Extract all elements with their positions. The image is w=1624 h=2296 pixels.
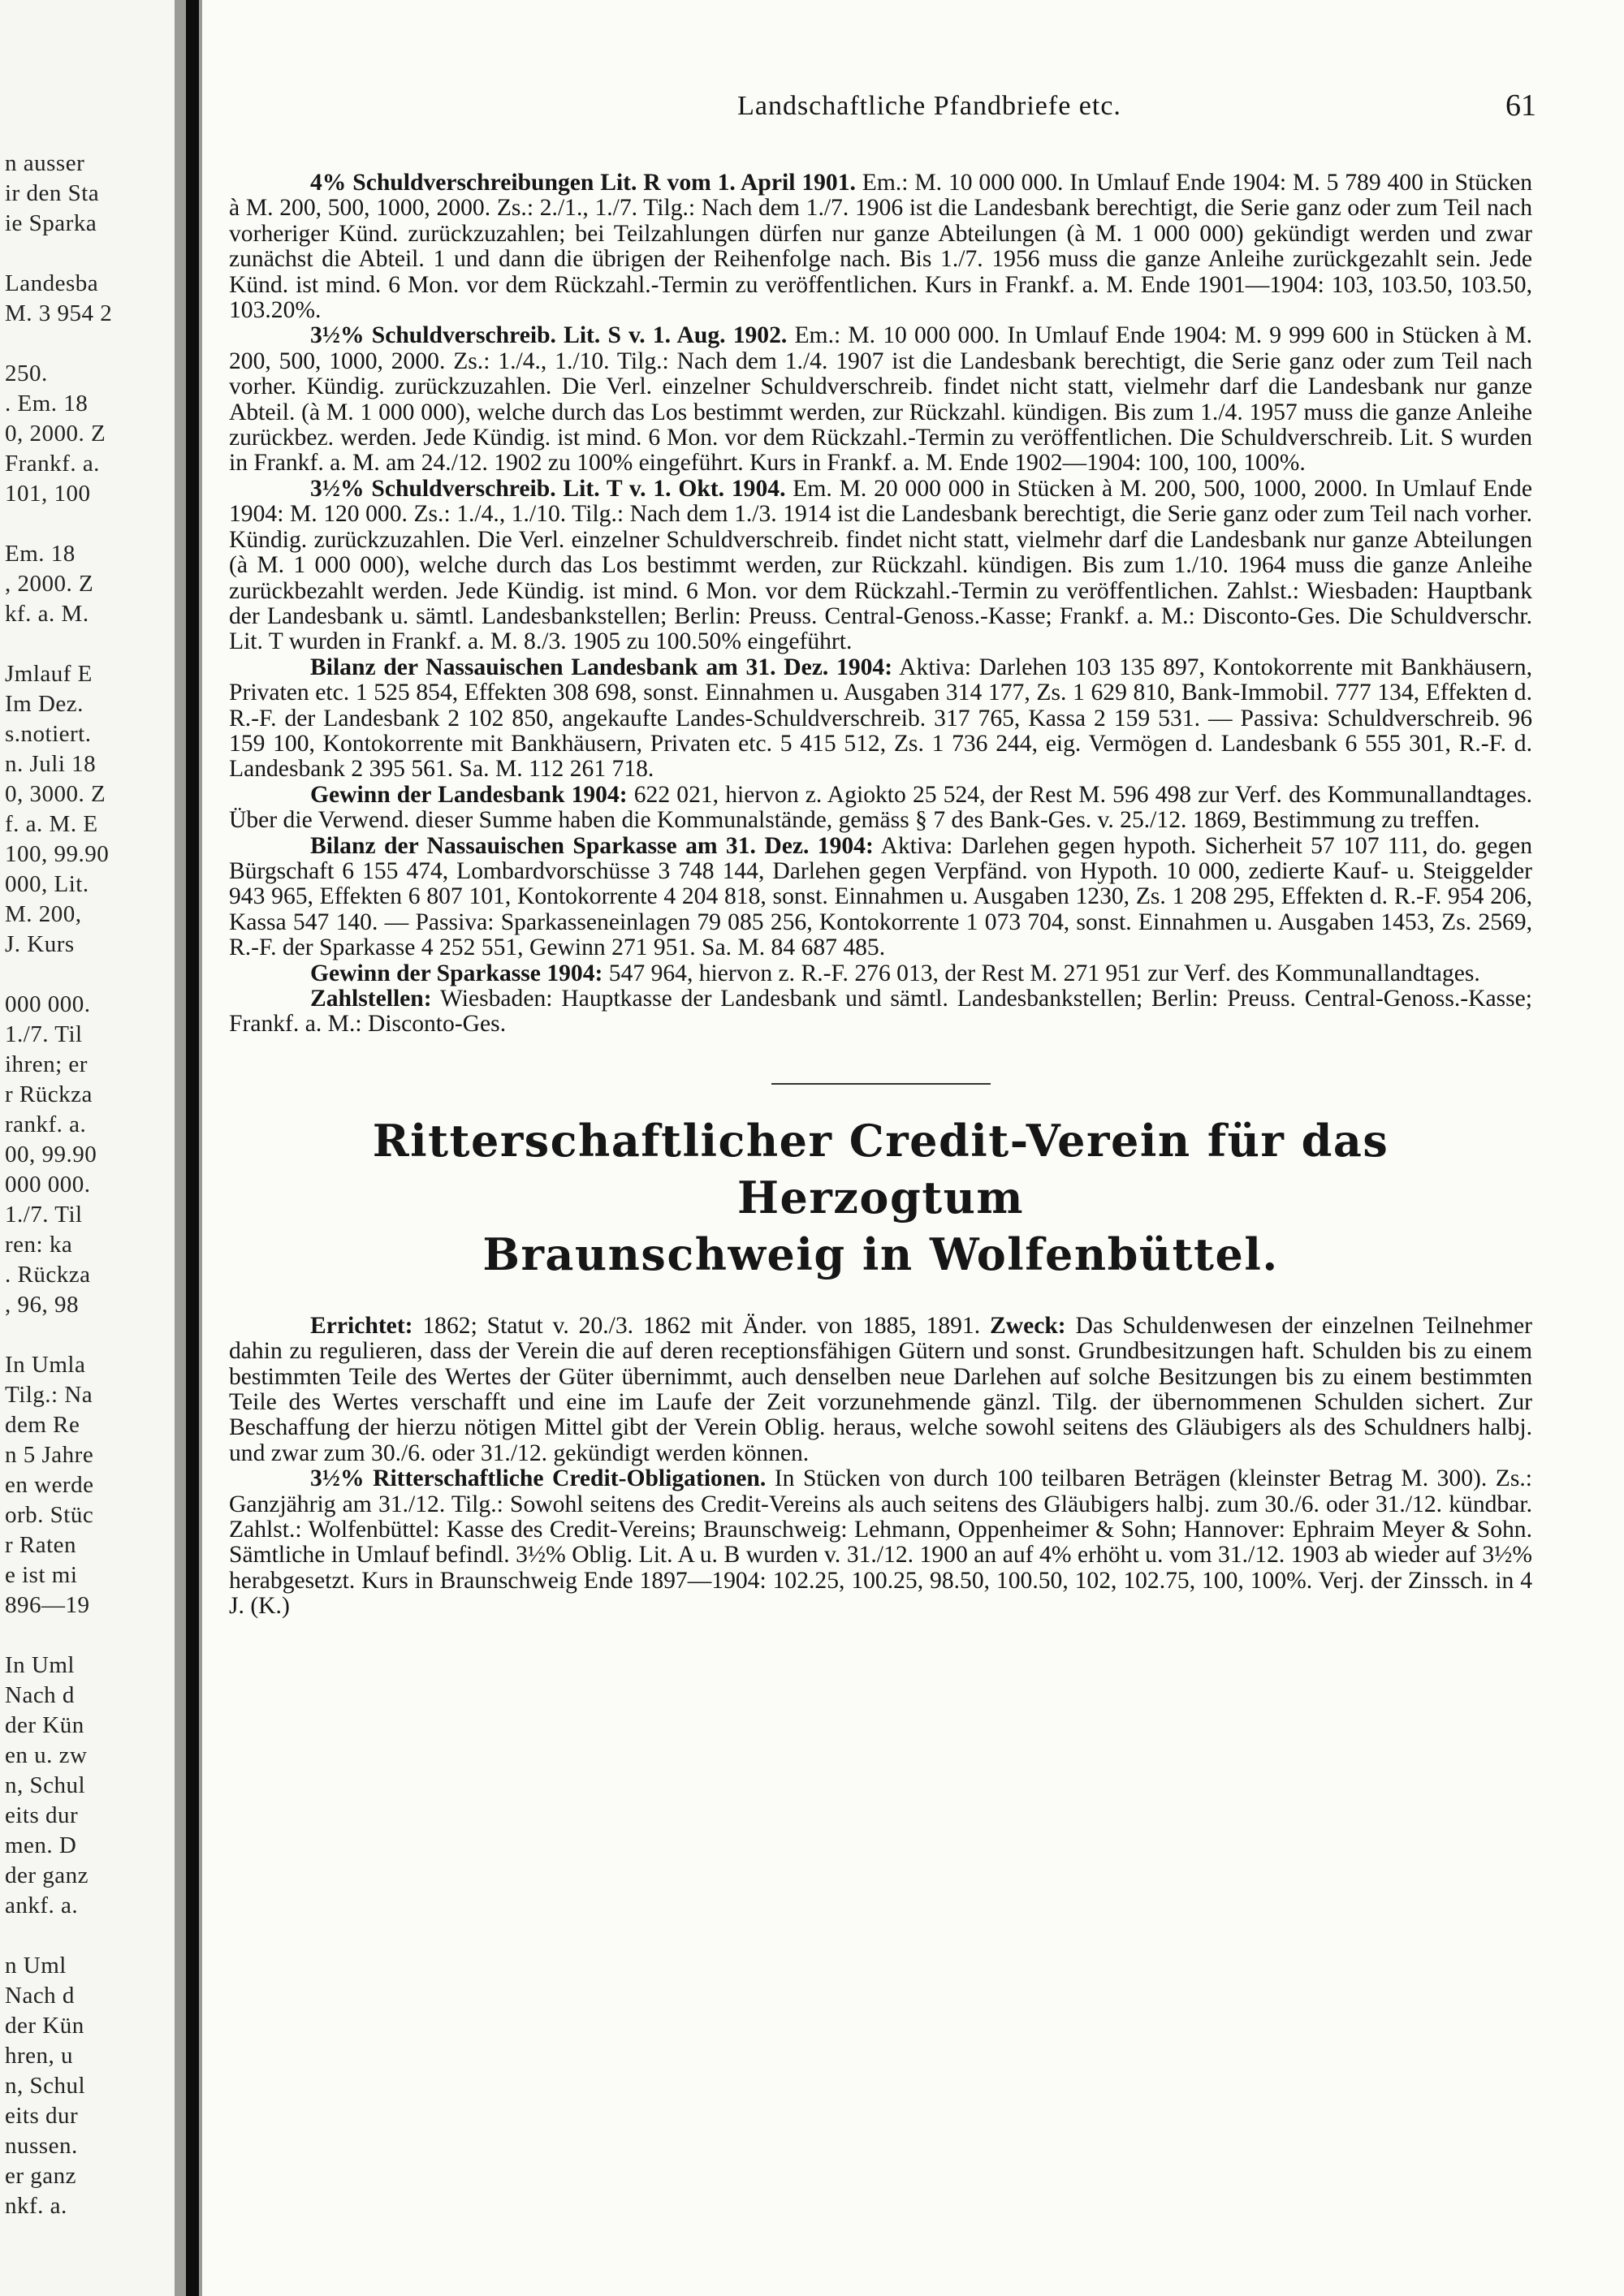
heading-line-2: Braunschweig in Wolfenbüttel. bbox=[482, 1228, 1279, 1280]
section-text: Em.: M. 10 000 000. In Umlauf Ende 1904: M. 5 789 400 in Stücken à M. 200, 500, 1000, 2000. Zs.: 2./1., 1./7. Tilg.: Nach dem 1./7. 1906 ist die Landesbank berechtigt, die Serie ganz oder zum Teil nach vorheriger Künd. zurückzuzahlen; bei Teilzahlungen dürfen nur ganze Abteilungen (à M. 1 000 000) gekündigt werden und zwar zunächst die Abteil. 1 und dann die übrigen der Reihenfolge nach. Bis 1./7. 1956 muss die ganze Anleihe zurückgezahlt sein. Jede Künd. ist mind. 6 Mon. vor dem Rückzahl.-Termin zu veröffentlichen. Kurs in Frankf. a. M. Ende 1901—1904: 103, 103.50, 103.50, 103.20%. bbox=[229, 170, 1532, 324]
section-gewinn-landesbank bbox=[229, 783, 1532, 834]
fragment-line: s.notiert. bbox=[5, 721, 92, 747]
fragment-line: hren, u bbox=[5, 2043, 74, 2069]
fragment-line: en u. zw bbox=[5, 1742, 88, 1768]
fragment-line: men. D bbox=[5, 1832, 77, 1858]
fragment-line: Frankf. a. bbox=[5, 451, 100, 477]
fragment-line: 100, 99.90 bbox=[5, 841, 110, 867]
fragment-line: 00, 99.90 bbox=[5, 1142, 97, 1167]
fragment-line: der Kün bbox=[5, 1712, 84, 1738]
fragment-line: n. Juli 18 bbox=[5, 751, 97, 777]
fragment-line: 0, 3000. Z bbox=[5, 781, 106, 807]
fragment-line: nkf. a. bbox=[5, 2193, 67, 2219]
section-lead: Bilanz der Nassauischen Sparkasse am 31. Dez. 1904: bbox=[310, 832, 874, 859]
section-text: 622 021, hiervon z. Agiokto 25 524, der Rest M. 596 498 zur Verf. des Kommunallandtages. Über die Verwend. dieser Summe haben die Kommunalstände, gemäss § 7 des Bank-Ges. v. 25./12. 1869, Bestimmung zu treffen. bbox=[229, 781, 1532, 834]
section-credit-obligationen bbox=[229, 1466, 1532, 1619]
fragment-line: Nach d bbox=[5, 1682, 75, 1708]
fragment-line: 0, 2000. Z bbox=[5, 421, 106, 447]
section-bilanz-sparkasse bbox=[229, 834, 1532, 961]
fragment-line: ihren; er bbox=[5, 1051, 88, 1077]
fragment-line: Tilg.: Na bbox=[5, 1382, 93, 1408]
fragment-line: Nach d bbox=[5, 1983, 75, 2009]
section-lead-zweck: Zweck: bbox=[989, 1312, 1066, 1339]
page-body bbox=[229, 88, 1536, 1620]
fragment-line: Im Dez. bbox=[5, 691, 84, 717]
adjacent-page-fragment bbox=[0, 0, 175, 2296]
fragment-line: In Uml bbox=[5, 1652, 75, 1678]
section-lead: Errichtet: bbox=[310, 1312, 413, 1339]
fragment-line: r Rückza bbox=[5, 1081, 93, 1107]
fragment-line: n Uml bbox=[5, 1953, 67, 1979]
section-text: Em. M. 20 000 000 in Stücken à M. 200, 500, 1000, 2000. In Umlauf Ende 1904: M. 120 000. Zs.: 1./4., 1./10. Tilg.: Nach dem 1./3. 1914 ist die Landesbank berechtigt, die Serie ganz oder zum Teil nach vorher. Kündig. zurückzuzahlen. Die Verl. einzelner Schuldverschreib. findet nicht statt, vielmehr darf die Landesbank nur ganze Abteilungen (à M. 1 000 000), welche durch das Los bestimmt werden, zur Rückzahl. kündigen. Bis zum 1./10. 1964 muss die ganze Anleihe zurückbezahlt werden. Jede Kündig. ist mind. 6 Mon. vor dem Rückzahl.-Termin zu veröffentlichen. Zahlst.: Wiesbaden: Hauptbank der Landesbank u. sämtl. Landesbankstellen; Berlin: Preuss. Central-Genoss.-Kasse; Frankf. a. M.: Disconto-Ges. Die Schuldverschr. Lit. T wurden in Frankf. a. M. 8./3. 1905 zu 100.50% eingeführt. bbox=[229, 475, 1532, 655]
fragment-line: rankf. a. bbox=[5, 1111, 87, 1137]
section-divider bbox=[771, 1083, 991, 1085]
section-text-zweck: Das Schuldenwesen der einzelnen Teilnehmer dahin zu regulieren, dass der Verein die auf deren receptionsfähigen Gütern und sonst. Grundbesitzungen haft. Schulden bis zu einem bestimmten Teile des Wertes der Güter übernimmt, auch denselben neue Darlehen auf solche Besitzungen bis zu einem bestimmten Teile des Wertes verschafft und eine im Laufe der Zeit vorzunehmende gänzl. Tilg. der übernommenen Schulden sichert. Zur Beschaffung der hierzu nötigen Mittel gibt der Verein Oblig. heraus, welche sowohl seitens des Gläubigers als des Schuldners halbj. und zwar zum 30./6. oder 31./12. gekündigt werden können. bbox=[229, 1312, 1532, 1466]
fragment-line: der ganz bbox=[5, 1862, 89, 1888]
fragment-line: eits dur bbox=[5, 1802, 79, 1828]
fragment-line: Jmlauf E bbox=[5, 661, 93, 687]
fragment-line: r Raten bbox=[5, 1532, 77, 1558]
running-head bbox=[229, 88, 1536, 135]
section-errichtet bbox=[229, 1314, 1532, 1466]
running-head-title: Landschaftliche Pfandbriefe etc. bbox=[737, 91, 1121, 121]
book-gutter-shadow bbox=[186, 0, 199, 2296]
fragment-line: e ist mi bbox=[5, 1562, 78, 1588]
fragment-line: n ausser bbox=[5, 150, 85, 176]
section-lead: 3½% Ritterschaftliche Credit-Obligationen. bbox=[310, 1465, 767, 1492]
section-text: Aktiva: Darlehen 103 135 897, Kontokorrente mit Bankhäusern, Privaten etc. 1 525 854, Effekten 308 698, sonst. Einnahmen u. Ausgaben 314 177, Zs. 1 629 810, Bank-Immobil. 777 134, Effekten d. R.-F. der Landesbank 2 102 850, angekaufte Landes-Schuldverschreib. 317 765, Kassa 2 159 531. — Passiva: Schuldverschreib. 96 159 100, Kontokorrente mit Bankhäusern, Privaten etc. 5 415 512, Zs. 1 736 244, eig. Vermögen d. Landesbank 6 555 301, R.-F. d. Landesbank 2 395 561. Sa. M. 112 261 718. bbox=[229, 654, 1532, 783]
section-lead: Bilanz der Nassauischen Landesbank am 31. Dez. 1904: bbox=[310, 654, 893, 680]
fragment-line: ie Sparka bbox=[5, 210, 97, 236]
fragment-line: 101, 100 bbox=[5, 481, 91, 507]
fragment-line: ren: ka bbox=[5, 1232, 73, 1258]
section-lit-r bbox=[229, 170, 1532, 323]
fragment-line: 000, Lit. bbox=[5, 871, 89, 897]
section-lit-s bbox=[229, 323, 1532, 476]
fragment-line: n, Schul bbox=[5, 1772, 86, 1798]
section-lead: 4% Schuldverschreibungen Lit. R vom 1. April 1901. bbox=[310, 170, 856, 196]
fragment-line: 000 000. bbox=[5, 1172, 91, 1198]
fragment-line: . Em. 18 bbox=[5, 391, 89, 416]
section-zahlstellen bbox=[229, 986, 1532, 1038]
section-text: Wiesbaden: Hauptkasse der Landesbank und sämtl. Landesbankstellen; Berlin: Preuss. Central-Genoss.-Kasse; Frankf. a. M.: Disconto-Ges. bbox=[229, 986, 1532, 1038]
fragment-line: en werde bbox=[5, 1472, 94, 1498]
fragment-line: der Kün bbox=[5, 2013, 84, 2039]
fragment-line: orb. Stüc bbox=[5, 1502, 94, 1528]
fragment-line: n 5 Jahre bbox=[5, 1442, 94, 1468]
fragment-line: f. a. M. E bbox=[5, 811, 98, 837]
fragment-line: , 2000. Z bbox=[5, 571, 94, 597]
section-gewinn-sparkasse bbox=[229, 961, 1532, 986]
fragment-line: J. Kurs bbox=[5, 931, 75, 957]
fragment-line: . Rückza bbox=[5, 1262, 91, 1288]
fragment-line: M. 3 954 2 bbox=[5, 300, 113, 326]
heading-line-1: Ritterschaftlicher Credit-Verein für das Herzogtum bbox=[372, 1114, 1389, 1224]
fragment-line: In Umla bbox=[5, 1352, 86, 1378]
fragment-line: , 96, 98 bbox=[5, 1292, 79, 1318]
section-lit-t bbox=[229, 477, 1532, 655]
fragment-line: ankf. a. bbox=[5, 1892, 79, 1918]
section-text: 547 964, hiervon z. R.-F. 276 013, der Rest M. 271 951 zur Verf. des Kommunallandtages. bbox=[603, 960, 1480, 986]
fragment-line: 000 000. bbox=[5, 991, 91, 1017]
fragment-line: er ganz bbox=[5, 2163, 77, 2189]
section-bilanz-landesbank bbox=[229, 655, 1532, 783]
section-lead: 3½% Schuldverschreib. Lit. T v. 1. Okt. 1904. bbox=[310, 475, 786, 502]
fragment-line: 1./7. Til bbox=[5, 1202, 83, 1228]
section-text: In Stücken von durch 100 teilbaren Beträgen (kleinster Betrag M. 300). Zs.: Ganzjährig am 31./12. Tilg.: Sowohl seitens des Credit-Vereins als auch seitens des Gläubigers halbj. zum 30./6. oder 31./12. kündbar. Zahlst.: Wolfenbüttel: Kasse des Credit-Vereins; Braunschweig: Lehmann, Oppenheimer & Sohn; Hannover: Ephraim Meyer & Sohn. Sämtliche in Umlauf befindl. 3½% Oblig. Lit. A u. B wurden v. 31./12. 1900 an auf 4% erhöht u. vom 31./12. 1903 ab wieder auf 3½% herabgesetzt. Kurs in Braunschweig Ende 1897—1904: 102.25, 100.25, 98.50, 100.50, 102, 102.75, 100, 100%. Verj. der Zinssch. in 4 J. (K.) bbox=[229, 1465, 1532, 1620]
fragment-line: Em. 18 bbox=[5, 541, 76, 567]
page-number: 61 bbox=[1505, 88, 1536, 123]
fragment-line: kf. a. M. bbox=[5, 601, 89, 627]
fragment-line: ir den Sta bbox=[5, 180, 100, 206]
section-text: Aktiva: Darlehen gegen hypoth. Sicherheit 57 107 111, do. gegen Bürgschaft 6 155 474, Lombardvorschüsse 3 748 144, Darlehen gegen Verpfänd. von Hypoth. 10 000, zedierte Kauf- u. Steiggelder 943 965, Effekten 6 807 101, Kontokorrente 4 204 818, sonst. Einnahmen u. Ausgaben 1230, Zs. 1 208 295, Effekten d. R.-F. 954 206, Kassa 547 140. — Passiva: Sparkasseneinlagen 79 085 256, Kontokorrente 1 073 704, sonst. Einnahmen u. Ausgaben 1453, Zs. 2569, R.-F. der Sparkasse 4 252 551, Gewinn 271 951. Sa. M. 84 687 485. bbox=[229, 832, 1532, 961]
fragment-line: n, Schul bbox=[5, 2073, 86, 2099]
fragment-line: eits dur bbox=[5, 2103, 79, 2129]
fragment-line: nussen. bbox=[5, 2133, 78, 2159]
section-text: 1862; Statut v. 20./3. 1862 mit Änder. von 1885, 1891. bbox=[412, 1312, 990, 1339]
section-lead: Gewinn der Sparkasse 1904: bbox=[310, 960, 603, 986]
section-lead: 3½% Schuldverschreib. Lit. S v. 1. Aug. 1902. bbox=[310, 322, 788, 349]
fragment-line: M. 200, bbox=[5, 901, 82, 927]
section-text: Em.: M. 10 000 000. In Umlauf Ende 1904: M. 9 999 600 in Stücken à M. 200, 500, 1000, 2000. Zs.: 1./4., 1./10. Tilg.: Nach dem 1./4. 1907 ist die Landesbank berechtigt, die Serie ganz oder zum Teil nach vorher. Kündig. zurückzuzahlen. Die Verl. einzelner Schuldverschreib. findet nicht statt, vielmehr darf die Landesbank nur ganze Abteil. (à M. 1 000 000), welche durch das Los bestimmt werden, zur Rückzahl. kündigen. Bis zum 1./4. 1957 muss die ganze Anleihe zurückbez. werden. Jede Kündig. ist mind. 6 Mon. vor dem Rückzahl.-Termin zu veröffentlichen. Die Schuldverschreib. Lit. S wurden in Frankf. a. M. am 24./12. 1902 zu 100% eingeführt. Kurs in Frankf. a. M. Ende 1902—1904: 100, 100, 100%. bbox=[229, 322, 1533, 477]
fragment-line: 896—19 bbox=[5, 1592, 90, 1618]
section-lead: Gewinn der Landesbank 1904: bbox=[310, 781, 628, 808]
section-lead: Zahlstellen: bbox=[310, 986, 432, 1012]
fragment-line: 250. bbox=[5, 360, 48, 386]
fragment-line: dem Re bbox=[5, 1412, 80, 1438]
fragment-line: Landesba bbox=[5, 270, 99, 296]
article-heading bbox=[229, 1112, 1532, 1283]
fragment-line: 1./7. Til bbox=[5, 1021, 83, 1047]
